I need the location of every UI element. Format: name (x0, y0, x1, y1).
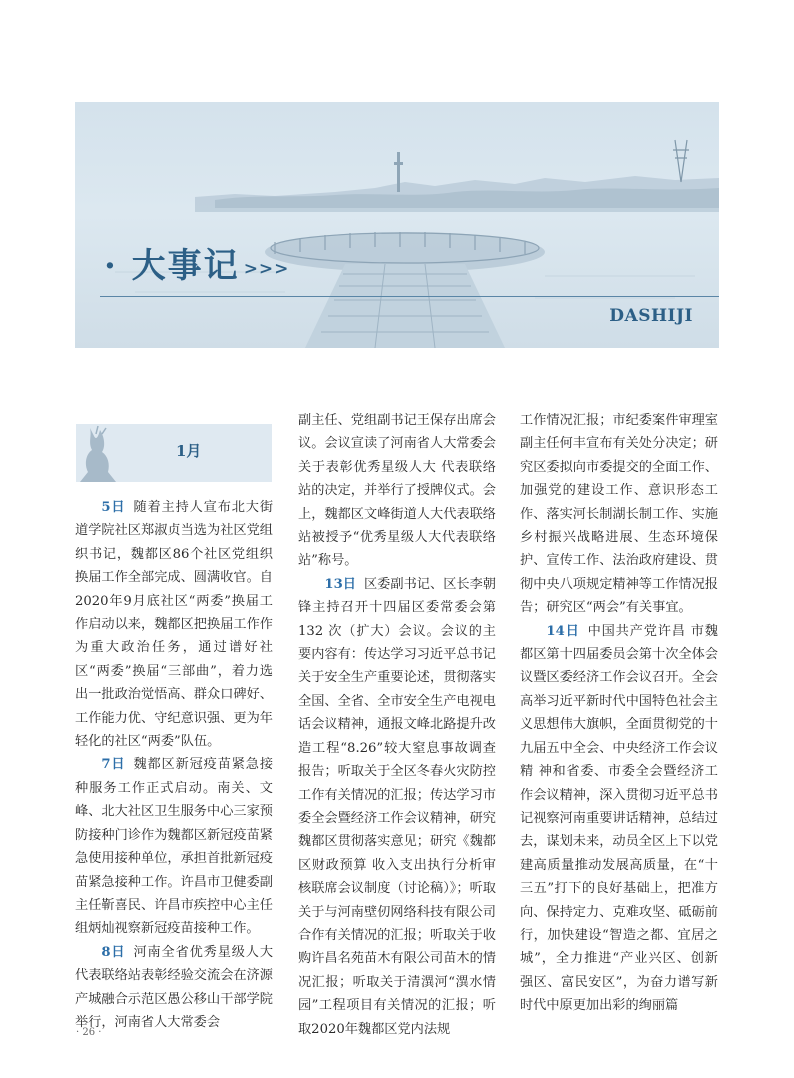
entry-paragraph (520, 620, 718, 1018)
entry-date: 5日 (101, 500, 126, 515)
column-3 (520, 409, 718, 1018)
entry-text: 魏都区新冠疫苗紧急接种服务工作正式启动。南关、文峰、北大社区卫生服务中心三家预防接种门诊作为魏都区新冠疫苗紧急使用接种单位，承担首批新冠疫苗紧急接种工作。许昌市卫健委副主任靳喜民、许昌市疾控中心主任组炳灿视察新冠疫苗接种工作。 (75, 757, 274, 937)
section-title (104, 238, 289, 287)
entry-date: 14日 (546, 623, 580, 639)
column-2 (298, 409, 496, 1041)
entry-date: 13日 (324, 576, 356, 592)
entry-paragraph (75, 941, 273, 1035)
column-1 (75, 496, 273, 1034)
title-rule (100, 296, 719, 297)
entry-text: 副主任、党组副书记王保存出席会议。会议宣读了河南省人大常委会关于表彰优秀星级人大 代表联络站的决定，并举行了授牌仪式。会上，魏都区文峰街道人大代表联络站被授予“优秀星级人大代表联络站”称号。 (298, 413, 496, 569)
entry-text: 河南全省优秀星级人大代表联络站表彰经验交流会在济源产城融合示范区愚公移山干部学院举行，河南省人大常委会 (75, 944, 274, 1030)
statue-icon (76, 424, 272, 482)
entry-date: 7日 (101, 757, 126, 773)
entry-paragraph (75, 496, 273, 753)
month-header-box (76, 424, 272, 482)
entry-text: 随着主持人宣布北大街道学院社区郑淑贞当选为社区党组织书记，魏都区86个社区党组织换届工作全部完成、圆满收官。自2020年9月底社区“两委”换届工作启动以来，魏都区把换届工作作为重大政治任务，通过谱好社区“两委”换届“三部曲”，着力选出一批政治觉悟高、群众口碑好、工作能力优、守纪意识强、更为年轻化的社区“两委”队伍。 (75, 500, 274, 750)
entry-text: 中国共产党许昌 市魏都区第十四届委员会第十次全体会议暨区委经济工作会议召开。全会高举习近平新时代中国特色社会主义思想伟大旗帜，全面贯彻党的十九届五中全会、中央经济工作会议精 神和省委、市委全会暨经济工作会议精神，深入贯彻习近平总书记视察河南重要讲话精神，总结过去，谋划未来，动员全区上下以党建高质量推动发展高质量，在“十三五”打下的良好基础上，把准方向、保持定力、克难攻坚、砥砺前行，加快建设“智造之都、宜居之城”，全力推进“产业兴区、创新强区、富民安区”，为奋力谱写新时代中原更加出彩的绚丽篇 (520, 623, 718, 1014)
page-number: · 26 · (76, 1027, 102, 1038)
section-subtitle: DASHIJI (609, 306, 693, 326)
entry-continuation (520, 409, 718, 620)
entry-paragraph (298, 573, 496, 1041)
entry-continuation (298, 409, 496, 573)
entry-text: 工作情况汇报；市纪委案件审理室副主任何丰宣布有关处分决定；研究区委拟向市委提交的全面工作、加强党的建设工作、意识形态工作、落实河长制湖长制工作、实施乡村振兴战略进展、生态环境保护、宣传工作、法治政府建设、贯彻中央八项规定精神等工作情况报告；研究区“两会”有关事宜。 (520, 413, 718, 616)
title-text: · 大事记 (104, 246, 240, 286)
month-label: 1月 (176, 442, 202, 460)
entry-text: 区委副书记、区长李朝锋主持召开十四届区委常委会第132 次（扩大）会议。会议的主要内容有：传达学习习近平总书记关于安全生产重要论述，贯彻落实全国、全省、全市安全生产电视电话会议精神，通报文峰北路提升改造工程“8.26”较大窒息事故调查报告；听取关于全区冬春火灾防控工作有关情况的汇报；传达学习市委全会暨经济工作会议精神，研究魏都区贯彻落实意见；研究《魏都区财政预算 收入支出执行分析审核联席会议制度（讨论稿）》；听取关于与河南壁仞网络科技有限公司合作有关情况的汇报；听取关于收购许昌名苑苗木有限公司苗木的情况汇报；听取关于清潩河“潩水情园”工程项目有关情况的汇报；听取2020年魏都区党内法规 (298, 576, 496, 1037)
entry-date: 8日 (101, 944, 126, 960)
chevron-decoration: >>> (243, 259, 290, 279)
entry-paragraph (75, 753, 273, 940)
